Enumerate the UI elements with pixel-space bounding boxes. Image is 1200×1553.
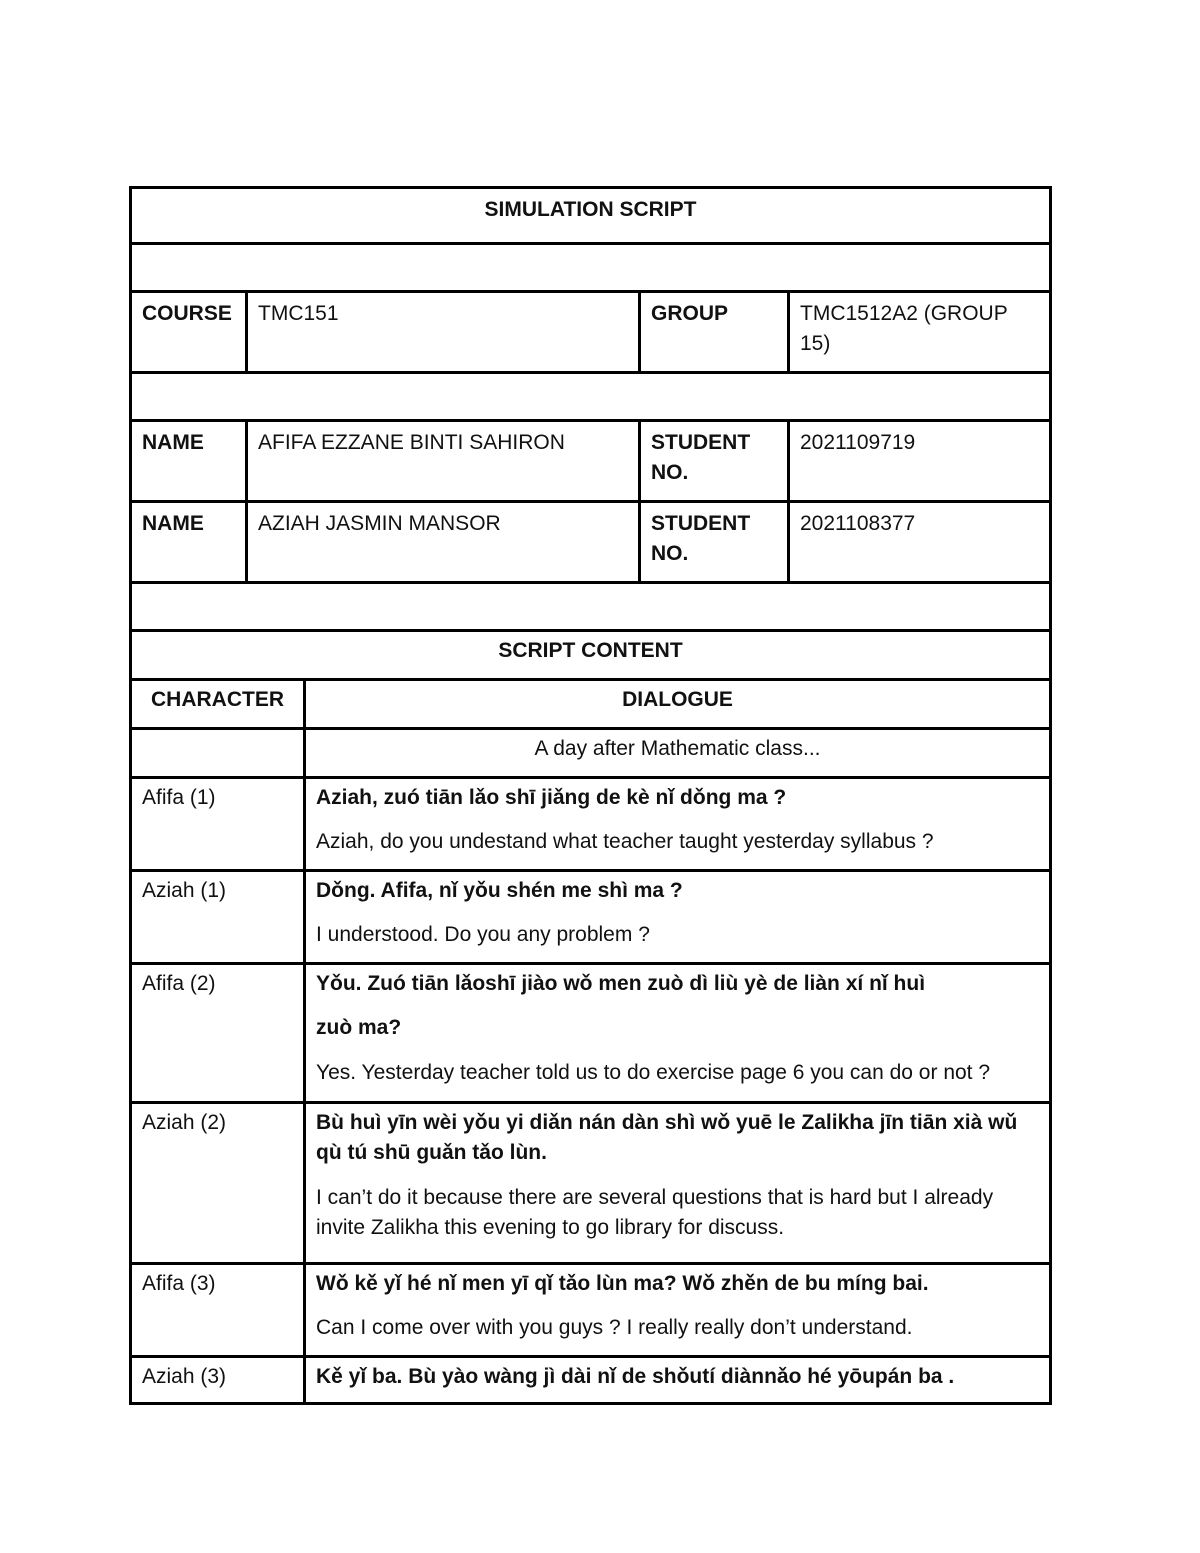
dialogue-cell [305,871,1051,964]
dialogue-pinyin: Aziah, zuó tiān lǎo shī jiǎng de kè nǐ dǒng ma ? [316,786,787,809]
dialogue-header: DIALOGUE [305,680,1051,729]
dialogue-pinyin: Bù huì yīn wèi yǒu yi diǎn nán dàn shì wǒ yuē le Zalikha jīn tiān xià wǔ qù tú shū guǎn tǎo lùn. [316,1111,1018,1165]
name-label: NAME [131,502,247,583]
spacer-row [131,373,1051,421]
group-label: GROUP [640,292,789,373]
character-name: Afifa (2) [131,964,305,1103]
dialogue-pinyin: Yǒu. Zuó tiān lǎoshī jiào wǒ men zuò dì liù yè de liàn xí nǐ huì [316,972,926,995]
dialogue-row [131,1357,1051,1404]
dialogue-row [131,1103,1051,1264]
dialogue-cell [305,1357,1051,1404]
dialogue-pinyin-continued: zuò ma? [316,1016,402,1040]
character-name: Afifa (3) [131,1264,305,1357]
character-name: Aziah (3) [131,1357,305,1404]
character-name: Aziah (1) [131,871,305,964]
character-name: Afifa (1) [131,778,305,871]
course-row [131,292,1051,373]
dialogue-row [131,964,1051,1103]
dialogue-header-row [131,680,1051,729]
dialogue-cell [305,778,1051,871]
dialogue-cell [305,1103,1051,1264]
name-value: AZIAH JASMIN MANSOR [247,502,640,583]
student-row [131,421,1051,502]
dialogue-row [131,1264,1051,1357]
dialogue-cell [305,1264,1051,1357]
script-content-row [131,631,1051,680]
character-name: Aziah (2) [131,1103,305,1264]
script-section-title: SCRIPT CONTENT [131,631,1051,680]
name-value: AFIFA EZZANE BINTI SAHIRON [247,421,640,502]
student-no-value: 2021109719 [789,421,1051,502]
dialogue-row [131,778,1051,871]
dialogue-english: I can’t do it because there are several questions that is hard but I already invite Zalikha this evening to go library for discuss. [316,1185,994,1240]
dialogue-english: I understood. Do you any problem ? [316,923,650,947]
student-no-value: 2021108377 [789,502,1051,583]
dialogue-pinyin: Kě yǐ ba. Bù yào wàng jì dài nǐ de shǒutí diànnǎo hé yōupán ba . [316,1365,955,1388]
character-header: CHARACTER [131,680,305,729]
dialogue-row [131,871,1051,964]
student-no-label: STUDENT NO. [640,502,789,583]
spacer-row [131,244,1051,292]
name-label: NAME [131,421,247,502]
scene-note: A day after Mathematic class... [305,729,1051,778]
student-row [131,502,1051,583]
dialogue-english: Aziah, do you undestand what teacher taught yesterday syllabus ? [316,830,934,854]
dialogue-english: Yes. Yesterday teacher told us to do exercise page 6 you can do or not ? [316,1060,991,1084]
student-no-label: STUDENT NO. [640,421,789,502]
spacer-row [131,583,1051,631]
title-row [131,188,1051,244]
course-label: COURSE [131,292,247,373]
group-value: TMC1512A2 (GROUP 15) [789,292,1051,373]
course-value: TMC151 [247,292,640,373]
simulation-script-table [129,186,1052,1405]
dialogue-pinyin: Dǒng. Afifa, nǐ yǒu shén me shì ma ? [316,879,683,902]
scene-note-row [131,729,1051,778]
dialogue-cell [305,964,1051,1103]
dialogue-english: Can I come over with you guys ? I really really don’t understand. [316,1316,913,1340]
document-title: SIMULATION SCRIPT [131,188,1051,244]
dialogue-pinyin: Wǒ kě yǐ hé nǐ men yī qǐ tǎo lùn ma? Wǒ zhěn de bu míng bai. [316,1272,929,1295]
